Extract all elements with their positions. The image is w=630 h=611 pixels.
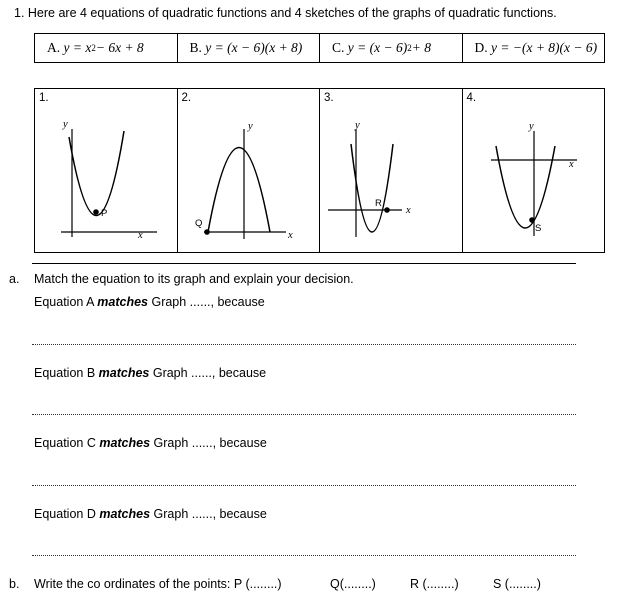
- line-text: Graph ......, because: [150, 507, 267, 521]
- point-marker: [384, 207, 390, 213]
- parabola-curve: [496, 146, 555, 228]
- graph-4-plot: [463, 89, 605, 252]
- line-text: Graph ......, because: [148, 295, 265, 309]
- graph-2: [178, 89, 321, 252]
- x-axis-label: x: [406, 205, 411, 216]
- line-bold: matches: [99, 436, 151, 450]
- point-label: S: [534, 223, 541, 234]
- section-divider: [32, 263, 576, 264]
- question-title: 1. Here are 4 equations of quadratic functions and 4 sketches of the graphs of quadratic functions.: [14, 6, 557, 20]
- equation-prefix: y = (x − 6)(x + 8): [205, 40, 303, 55]
- equation-d: [463, 34, 605, 62]
- equation-c: [320, 34, 463, 62]
- equation-letter: C.: [332, 40, 345, 55]
- graph-2-plot: [178, 89, 320, 252]
- point-label: P: [101, 208, 108, 219]
- equation-b: [178, 34, 321, 62]
- answer-dotted-line[interactable]: [32, 344, 576, 345]
- point-marker: [93, 209, 99, 215]
- y-axis-label: y: [528, 121, 534, 132]
- y-axis-label: y: [247, 121, 253, 132]
- line-bold: matches: [98, 366, 150, 380]
- equation-rest: + 8: [411, 40, 431, 55]
- y-axis-label: y: [355, 120, 360, 131]
- graph-4: [463, 89, 605, 252]
- answer-dotted-line[interactable]: [32, 414, 576, 415]
- graph-number: 3.: [324, 92, 334, 104]
- x-axis-label: x: [138, 230, 143, 241]
- graphs-table: [34, 88, 605, 253]
- graph-3-plot: [320, 89, 462, 252]
- line-text: Equation B: [34, 366, 99, 380]
- point-r-coordinates: R (........): [410, 577, 459, 591]
- point-marker: [204, 229, 210, 235]
- graph-number: 2.: [181, 92, 192, 104]
- equation-exponent: 2: [407, 43, 412, 53]
- point-label: R: [375, 198, 382, 209]
- graph-1: [35, 89, 178, 252]
- line-text: Equation A: [34, 295, 98, 309]
- answer-line-d: [34, 507, 267, 521]
- part-b-letter: b.: [9, 577, 20, 591]
- x-axis-label: x: [287, 230, 293, 241]
- point-s-coordinates: S (........): [493, 577, 541, 591]
- point-q-coordinates: Q(........): [330, 577, 376, 591]
- part-b-instruction: Write the co ordinates of the points: P (........): [34, 577, 282, 591]
- line-bold: matches: [97, 295, 148, 309]
- answer-line-c: [34, 436, 267, 450]
- y-axis-label: y: [63, 119, 68, 130]
- equation-rest: − 6x + 8: [95, 40, 144, 55]
- equation-exponent: 2: [91, 43, 96, 53]
- point-marker: [529, 217, 535, 223]
- equation-letter: D.: [474, 40, 488, 55]
- part-a-instruction: Match the equation to its graph and explain your decision.: [34, 272, 354, 286]
- graph-3: [320, 89, 463, 252]
- graph-1-plot: [35, 89, 177, 252]
- line-text: Equation C: [34, 436, 100, 450]
- graph-number: 1.: [39, 92, 49, 104]
- answer-line-b: [34, 366, 266, 380]
- answer-dotted-line[interactable]: [32, 485, 576, 486]
- line-text: Equation D: [34, 507, 100, 521]
- line-text: Graph ......, because: [150, 436, 267, 450]
- point-label: Q: [194, 218, 202, 229]
- equation-a: [35, 34, 178, 62]
- parabola-curve: [208, 148, 270, 233]
- part-a-letter: a.: [9, 272, 20, 286]
- x-axis-label: x: [568, 159, 574, 170]
- equation-letter: A.: [47, 40, 61, 55]
- line-text: Graph ......, because: [149, 366, 267, 380]
- equations-table: [34, 33, 605, 63]
- equation-prefix: y = −(x + 8)(x − 6): [491, 40, 598, 55]
- line-bold: matches: [99, 507, 151, 521]
- equation-prefix: y = x: [63, 40, 92, 55]
- equation-prefix: y = (x − 6): [347, 40, 408, 55]
- graph-number: 4.: [466, 92, 477, 104]
- parabola-curve: [69, 131, 124, 216]
- answer-line-a: [34, 295, 265, 309]
- answer-dotted-line[interactable]: [32, 555, 576, 556]
- equation-letter: B.: [189, 40, 202, 55]
- parabola-curve: [351, 144, 393, 232]
